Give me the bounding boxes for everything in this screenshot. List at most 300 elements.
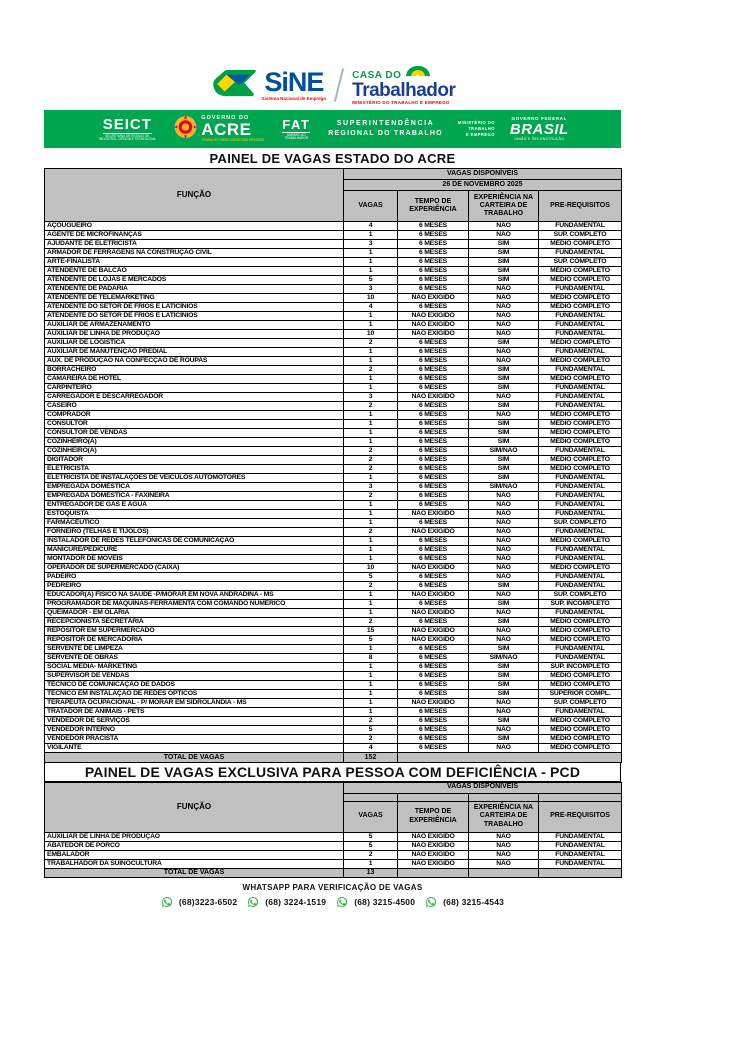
vagas-cell: 1 [344,357,398,366]
experiencia-cell: SIM [469,672,539,681]
prerequisitos-cell: MÉDIO COMPLETO [539,375,622,384]
experiencia-cell: NÃO [469,231,539,240]
vagas-cell: 1 [344,312,398,321]
tempo-cell: NÃO EXIGIDO [398,636,469,645]
vagas-cell: 2 [344,456,398,465]
table-row [45,591,622,600]
experiencia-cell: SIM [469,600,539,609]
experiencia-cell: SIM [469,240,539,249]
pcd-header-empty-2 [398,793,469,801]
table-row [45,330,622,339]
phone-number: (68) 3224-1519 [265,897,327,907]
experiencia-cell: SIM [469,249,539,258]
srt-line1: SUPERINTENDÊNCIA [336,119,435,127]
prerequisitos-cell: FUNDAMENTAL [539,474,622,483]
tempo-cell: 6 MESES [398,555,469,564]
funcao-cell: AJUDANTE DE ELETRICISTA [45,240,344,249]
experiencia-cell: SIM/NÃO [469,483,539,492]
funcao-cell: QUEIMADOR - EM OLARIA [45,609,344,618]
table-row [45,276,622,285]
prerequisitos-cell: FUNDAMENTAL [539,330,622,339]
funcao-cell: OPERADOR DE SUPERMERCADO (CAIXA) [45,564,344,573]
funcao-cell: COZINHEIRO(A) [45,447,344,456]
vagas-cell: 2 [344,582,398,591]
tempo-cell: NÃO EXIGIDO [398,591,469,600]
vagas-cell: 1 [344,537,398,546]
table-row [45,411,622,420]
tempo-cell: 6 MESES [398,474,469,483]
funcao-cell: DIGITADOR [45,456,344,465]
funcao-cell: CASEIRO [45,402,344,411]
funcao-cell: SOCIAL MEDIA- MARKETING [45,663,344,672]
experiencia-cell: NÃO [469,303,539,312]
vagas-cell: 2 [344,528,398,537]
tempo-cell: 6 MESES [398,618,469,627]
pcd-header-empty-3 [469,793,539,801]
pcd-total-value: 13 [344,868,398,878]
prerequisitos-cell: MÉDIO COMPLETO [539,618,622,627]
experiencia-cell: NÃO [469,312,539,321]
seict-logo [96,117,158,141]
whatsapp-icon [161,896,173,908]
tempo-cell: 6 MESES [398,231,469,240]
vagas-cell: 5 [344,636,398,645]
logo-divider [334,68,344,101]
funcao-cell: CAMAREIRA DE HOTEL [45,375,344,384]
experiencia-cell: SIM [469,663,539,672]
funcao-cell: FARMACÊUTICO [45,519,344,528]
experiencia-cell: NÃO [469,636,539,645]
table-row [45,420,622,429]
vagas-cell: 10 [344,564,398,573]
vagas-cell: 2 [344,366,398,375]
experiencia-cell: SIM [469,258,539,267]
experiencia-cell: NÃO [469,411,539,420]
tempo-cell: NÃO EXIGIDO [398,528,469,537]
casa-line2: Trabalhador [352,79,456,101]
prerequisitos-cell: FUNDAMENTAL [539,609,622,618]
vagas-cell: 1 [344,546,398,555]
pcd-table-header [45,782,622,832]
tempo-cell: NÃO EXIGIDO [398,859,469,868]
table-row [45,321,622,330]
tempo-cell: NÃO EXIGIDO [398,564,469,573]
prerequisitos-cell: FUNDAMENTAL [539,249,622,258]
whatsapp-phone[interactable] [425,896,504,908]
sine-wordmark [261,66,327,102]
experiencia-cell: NÃO [469,564,539,573]
table-row [45,222,622,231]
tempo-cell: 6 MESES [398,348,469,357]
tempo-cell: 6 MESES [398,375,469,384]
vagas-cell: 1 [344,348,398,357]
mte-line1: MINISTÉRIO DO [457,120,495,126]
funcao-cell: TRATADOR DE ANIMAIS - PETS [45,708,344,717]
prerequisitos-cell: MÉDIO COMPLETO [539,537,622,546]
tempo-cell: 6 MESES [398,663,469,672]
acre-tagline: TRABALHO PARA CUIDAR DAS PESSOAS [201,138,265,143]
prerequisitos-cell: MÉDIO COMPLETO [539,717,622,726]
prerequisitos-cell: MÉDIO COMPLETO [539,564,622,573]
table-row [45,699,622,708]
vagas-cell: 1 [344,249,398,258]
seict-title: SEICT [102,115,152,133]
sine-logo [210,68,327,103]
table-row [45,492,622,501]
prerequisitos-cell: FUNDAMENTAL [539,859,622,868]
phone-number: (68) 3215-4500 [354,897,416,907]
experiencia-cell: SIM [469,384,539,393]
whatsapp-phone[interactable] [336,896,415,908]
experiencia-cell: NÃO [469,492,539,501]
funcao-cell: SUPERVISOR DE VENDAS [45,672,344,681]
vacancies-table-body [45,222,622,753]
table-row [45,690,622,699]
vagas-cell: 4 [344,222,398,231]
tempo-cell: 6 MESES [398,276,469,285]
tempo-cell: 6 MESES [398,681,469,690]
tempo-cell: 6 MESES [398,429,469,438]
whatsapp-phone[interactable] [247,896,326,908]
vagas-cell: 2 [344,717,398,726]
vacancies-table [44,168,622,763]
experiencia-cell: NÃO [469,850,539,859]
funcao-cell: VIGILANTE [45,744,344,753]
casa-top-row [352,65,455,81]
vagas-cell: 1 [344,375,398,384]
experiencia-cell: SIM [469,402,539,411]
vagas-cell: 1 [344,510,398,519]
funcao-cell: AUX. DE PRODUÇÃO NA CONFECÇÃO DE ROUPAS [45,357,344,366]
vagas-cell: 1 [344,690,398,699]
table-row [45,294,622,303]
table-row [45,672,622,681]
table-row [45,348,622,357]
whatsapp-icon [247,896,259,908]
table-row [45,501,622,510]
total-empty-cell [398,753,622,763]
mte-line3: E EMPREGO [465,131,495,137]
pcd-column-header-vagas: VAGAS [344,801,398,832]
prerequisitos-cell: MÉDIO COMPLETO [539,438,622,447]
table-row [45,447,622,456]
sine-flag-icon [210,68,258,103]
experiencia-cell: NÃO [469,573,539,582]
whatsapp-phone-list [44,896,621,908]
prerequisitos-cell: FUNDAMENTAL [539,708,622,717]
phone-number: (68) 3215-4543 [443,897,505,907]
table-row [45,339,622,348]
tempo-cell: 6 MESES [398,672,469,681]
prerequisitos-cell: FUNDAMENTAL [539,483,622,492]
column-header-funcao: FUNÇÃO [45,169,344,222]
table-row [45,627,622,636]
tempo-cell: 6 MESES [398,465,469,474]
tempo-cell: NÃO EXIGIDO [398,841,469,850]
tempo-cell: NÃO EXIGIDO [398,312,469,321]
vagas-cell: 8 [344,654,398,663]
tempo-cell: NÃO EXIGIDO [398,330,469,339]
tempo-cell: 6 MESES [398,735,469,744]
prerequisitos-cell: FUNDAMENTAL [539,841,622,850]
tempo-cell: 6 MESES [398,573,469,582]
table-row [45,850,622,859]
prerequisitos-cell: FUNDAMENTAL [539,654,622,663]
tempo-cell: 6 MESES [398,420,469,429]
tempo-cell: 6 MESES [398,600,469,609]
funcao-cell: CONSULTOR [45,420,344,429]
table-row [45,357,622,366]
funcao-cell: ATENDENTE DO SETOR DE FRIOS E LATICÍNIOS [45,303,344,312]
prerequisitos-cell: FUNDAMENTAL [539,285,622,294]
funcao-cell: AUXILIAR DE LINHA DE PRODUÇÃO [45,832,344,841]
funcao-cell: MANICURE/PEDICURE [45,546,344,555]
table-row [45,546,622,555]
srt-line2: REGIONAL DO TRABALHO [328,130,443,137]
experiencia-cell: NÃO [469,699,539,708]
experiencia-cell: SIM [469,438,539,447]
funcao-cell: ABATEDOR DE PORCO [45,841,344,850]
table-row [45,609,622,618]
experiencia-cell: SIM [469,582,539,591]
vagas-cell: 1 [344,645,398,654]
tempo-cell: 6 MESES [398,357,469,366]
prerequisitos-cell: MÉDIO COMPLETO [539,627,622,636]
vagas-cell: 2 [344,402,398,411]
vagas-cell: 3 [344,240,398,249]
prerequisitos-cell: SUP. INCOMPLETO [539,600,622,609]
tempo-cell: NÃO EXIGIDO [398,321,469,330]
vagas-cell: 15 [344,627,398,636]
header-date: 26 DE NOVEMBRO 2025 [344,180,622,191]
funcao-cell: TERAPEUTA OCUPACIONAL - P/ MORAR EM SIDROLÂNDIA - MS [45,699,344,708]
prerequisitos-cell: FUNDAMENTAL [539,832,622,841]
table-row [45,564,622,573]
acre-title: ACRE [201,120,252,140]
table-row [45,303,622,312]
pcd-total-empty-3 [539,868,622,878]
experiencia-cell: NÃO [469,393,539,402]
vagas-cell: 3 [344,393,398,402]
page-title: PAINEL DE VAGAS ESTADO DO ACRE [209,151,456,166]
prerequisitos-cell: MÉDIO COMPLETO [539,735,622,744]
experiencia-cell: NÃO [469,744,539,753]
experiencia-cell: SIM [469,339,539,348]
experiencia-cell: SIM [469,717,539,726]
funcao-cell: AÇOUGUEIRO [45,222,344,231]
prerequisitos-cell: MÉDIO COMPLETO [539,681,622,690]
pcd-total-empty-2 [469,868,539,878]
tempo-cell: 6 MESES [398,447,469,456]
vagas-cell: 5 [344,841,398,850]
prerequisitos-cell: SUP. COMPLETO [539,699,622,708]
brasil-bottom: UNIÃO E RECONSTRUÇÃO [514,136,565,141]
tempo-cell: NÃO EXIGIDO [398,627,469,636]
table-row [45,267,622,276]
experiencia-cell: NÃO [469,321,539,330]
experiencia-cell: NÃO [469,859,539,868]
column-header-experiencia: EXPERIÊNCIA NA CARTEIRA DE TRABALHO [469,191,539,222]
prerequisitos-cell: FUNDAMENTAL [539,510,622,519]
experiencia-cell: NÃO [469,519,539,528]
table-row [45,456,622,465]
funcao-cell: ELETRICISTA DE INSTALAÇÕES DE VEICULOS AUTOMOTORES [45,474,344,483]
acre-top: GOVERNO DO [201,114,250,121]
table-row [45,618,622,627]
seict-subtitle: SECRETARIA DE ESTADO DE INDÚSTRIA, CIÊNCIA E TECNOLOGIA [99,133,156,141]
funcao-cell: AGENTE DE MICROFINANÇAS [45,231,344,240]
prerequisitos-cell: SUPERIOR COMPL. [539,690,622,699]
tempo-cell: 6 MESES [398,438,469,447]
sine-title: SiNE [264,66,324,97]
experiencia-cell: SIM [469,429,539,438]
vagas-cell: 1 [344,411,398,420]
tempo-cell: 6 MESES [398,537,469,546]
tempo-cell: NÃO EXIGIDO [398,699,469,708]
tempo-cell: 6 MESES [398,258,469,267]
funcao-cell: REPOSITOR DE MERCADORIA [45,636,344,645]
tempo-cell: 6 MESES [398,708,469,717]
tempo-cell: 6 MESES [398,411,469,420]
table-row [45,375,622,384]
vagas-cell: 1 [344,321,398,330]
funcao-cell: EMPREGADA DOMÉSTICA [45,483,344,492]
table-row [45,510,622,519]
funcao-cell: AUXILIAR DE ARMAZENAMENTO [45,321,344,330]
page-content [44,60,621,908]
prerequisitos-cell: FUNDAMENTAL [539,528,622,537]
table-row [45,402,622,411]
funcao-cell: MONTADOR DE MOVEIS [45,555,344,564]
vagas-cell: 1 [344,258,398,267]
governo-federal-brasil-logo [510,117,569,141]
institutional-banner [44,110,621,148]
prerequisitos-cell: FUNDAMENTAL [539,645,622,654]
governo-do-acre-logo [173,114,264,145]
vagas-cell: 1 [344,384,398,393]
vagas-cell: 2 [344,465,398,474]
vagas-cell: 2 [344,339,398,348]
funcao-cell: AUXILIAR DE MANUTENÇÃO PREDIAL [45,348,344,357]
experiencia-cell: SIM [469,618,539,627]
pcd-column-header-prerequisitos: PRE-REQUISITOS [539,801,622,832]
experiencia-cell: NÃO [469,357,539,366]
prerequisitos-cell: SUP. COMPLETO [539,231,622,240]
prerequisitos-cell: MÉDIO COMPLETO [539,357,622,366]
tempo-cell: 6 MESES [398,483,469,492]
pcd-table-body [45,832,622,868]
vagas-cell: 5 [344,573,398,582]
vagas-cell: 1 [344,501,398,510]
pcd-header-vagas-disponiveis: VAGAS DISPONÍVEIS [344,782,622,793]
column-header-prerequisitos: PRE-REQUISITOS [539,191,622,222]
total-label: TOTAL DE VAGAS [45,753,344,763]
prerequisitos-cell: MÉDIO COMPLETO [539,636,622,645]
funcao-cell: ENTREGADOR DE GÁS E ÁGUA [45,501,344,510]
experiencia-cell: NÃO [469,348,539,357]
tempo-cell: 6 MESES [398,492,469,501]
prerequisitos-cell: MÉDIO COMPLETO [539,276,622,285]
experiencia-cell: NÃO [469,726,539,735]
pcd-vacancies-table [44,782,622,879]
casa-do-trabalhador-logo [352,65,455,106]
experiencia-cell: SIM [469,690,539,699]
funcao-cell: ATENDENTE DE LOJAS E MERCADOS [45,276,344,285]
funcao-cell: VENDEDOR INTERNO [45,726,344,735]
vagas-cell: 1 [344,420,398,429]
prerequisitos-cell: MÉDIO COMPLETO [539,465,622,474]
vagas-cell: 10 [344,330,398,339]
pcd-section-title: PAINEL DE VAGAS EXCLUSIVA PARA PESSOA COM DEFICIÊNCIA - PCD [44,763,621,782]
vacancies-table-header [45,169,622,222]
experiencia-cell: SIM [469,645,539,654]
funcao-cell: CARPINTEIRO [45,384,344,393]
table-row [45,384,622,393]
prerequisitos-cell: FUNDAMENTAL [539,348,622,357]
experiencia-cell: SIM [469,456,539,465]
funcao-cell: CARREGADOR E DESCARREGADOR [45,393,344,402]
fat-title: FAT [282,116,311,132]
pcd-total-label: TOTAL DE VAGAS [45,868,344,878]
pcd-header-empty-4 [539,793,622,801]
table-row [45,519,622,528]
prerequisitos-cell: MÉDIO COMPLETO [539,267,622,276]
experiencia-cell: SIM [469,276,539,285]
prerequisitos-cell: FUNDAMENTAL [539,546,622,555]
prerequisitos-cell: FUNDAMENTAL [539,501,622,510]
experiencia-cell: SIM [469,267,539,276]
prerequisitos-cell: MÉDIO COMPLETO [539,240,622,249]
vagas-cell: 1 [344,609,398,618]
prerequisitos-cell: FUNDAMENTAL [539,321,622,330]
experiencia-cell: SIM [469,681,539,690]
pcd-column-header-tempo: TEMPO DE EXPERIÊNCIA [398,801,469,832]
tempo-cell: 6 MESES [398,717,469,726]
table-row [45,258,622,267]
tempo-cell: NÃO EXIGIDO [398,609,469,618]
tempo-cell: 6 MESES [398,645,469,654]
tempo-cell: NÃO EXIGIDO [398,510,469,519]
funcao-cell: FORNEIRO (TELHAS E TIJOLOS) [45,528,344,537]
table-row [45,663,622,672]
table-row [45,717,622,726]
prerequisitos-cell: MÉDIO COMPLETO [539,726,622,735]
prerequisitos-cell: MÉDIO COMPLETO [539,456,622,465]
funcao-cell: ATENDENTE DE PADARIA [45,285,344,294]
funcao-cell: SERVENTE DE OBRAS [45,654,344,663]
casa-subtitle: MINISTÉRIO DO TRABALHO E EMPREGO [352,99,450,105]
experiencia-cell: NÃO [469,555,539,564]
prerequisitos-cell: MÉDIO COMPLETO [539,303,622,312]
experiencia-cell: SIM [469,474,539,483]
table-row [45,528,622,537]
phone-number: (68)3223-6502 [178,897,238,907]
tempo-cell: 6 MESES [398,240,469,249]
experiencia-cell: NÃO [469,591,539,600]
ministerio-trabalho-label [458,120,495,138]
experiencia-cell: NÃO [469,285,539,294]
total-value: 152 [344,753,398,763]
funcao-cell: TÉCNICO DE COMUNICAÇÃO DE DADOS [45,681,344,690]
whatsapp-phone[interactable] [161,896,237,908]
vagas-cell: 2 [344,735,398,744]
casa-line1: CASA DO [352,69,402,81]
table-row [45,312,622,321]
tempo-cell: NÃO EXIGIDO [398,294,469,303]
table-row [45,249,622,258]
tempo-cell: 6 MESES [398,303,469,312]
experiencia-cell: NÃO [469,330,539,339]
